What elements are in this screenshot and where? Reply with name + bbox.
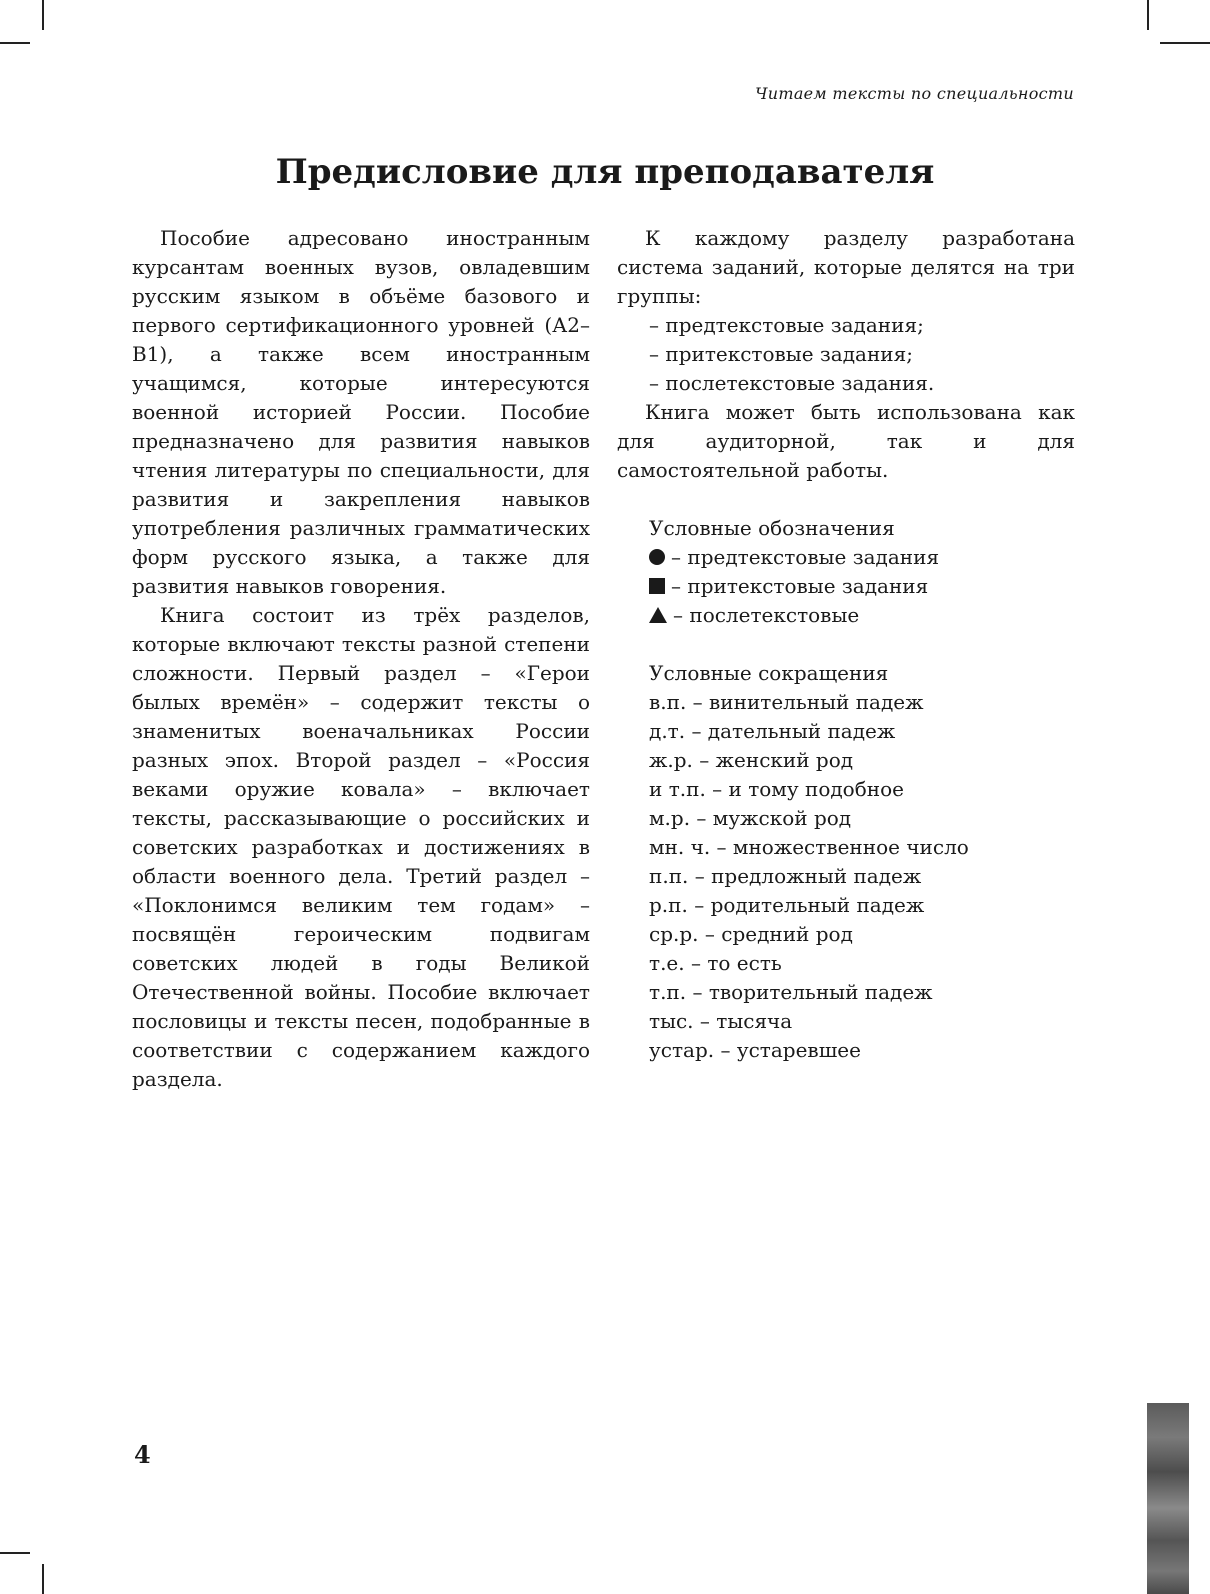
legend-item: – послетекстовые [649,601,1075,630]
abbreviation-item: тыс. – тысяча [649,1009,793,1033]
left-column [132,224,590,1094]
crop-mark-top-left-v [42,0,44,30]
crop-mark-top-left-h [0,42,30,44]
crop-mark-bottom-left-v [42,1564,44,1594]
usage-paragraph: Книга может быть использована как для аудиторной, так и для самостоятельной работы. [617,400,1075,482]
task-group-post: – послетекстовые задания. [649,371,935,395]
abbreviation-item: ж.р. – женский род [649,748,854,772]
thumb-index-tab [1147,1403,1189,1594]
legend [617,514,1075,630]
triangle-icon [649,607,667,623]
abbreviation-item: устар. – устаревшее [649,1038,861,1062]
crop-mark-bottom-left-h [0,1552,30,1554]
crop-mark-top-right-v [1147,0,1149,30]
page-number: 4 [134,1440,151,1469]
sections-paragraph: Книга состоит из трёх разделов, которые включают тексты разной степени сложности. Первый раздел – «Герои былых времён» – содержит тексты о знаменитых военачальниках России разных эпох. Второй раздел – «Россия веками оружие ковала» – включает тексты, рассказывающие о российских и советских разработках и достижениях в области военного дела. Третий раздел – «Поклонимся великим тем годам» – посвящён героическим подвигам советских людей в годы Великой Отечественной войны. Пособие включает пословицы и тексты песен, подобранные в соответствии с содержанием каждого раздела. [132,603,590,1091]
page-title: Предисловие для преподавателя [275,152,935,192]
running-head: Читаем тексты по специальности [755,84,1074,103]
abbreviations-heading: Условные сокращения [649,661,889,685]
abbreviation-item: п.п. – предложный падеж [649,864,922,888]
crop-mark-top-right-h [1160,42,1210,44]
abbreviation-item: д.т. – дательный падеж [649,719,896,743]
abbreviation-item: т.е. – то есть [649,951,782,975]
tasks-intro: К каждому разделу разработана система заданий, которые делятся на три группы: [617,226,1075,308]
intro-paragraph: Пособие адресовано иностранным курсантам военных вузов, овладевшим русским языком в объёме базового и первого сертификационного уровней (А2–В1), а также всем иностранным учащимся, которые интересуются военной историей России. Пособие предназначено для развития навыков чтения литературы по специальности, для развития и закрепления навыков употребления различных грамматических форм русского языка, а также для развития навыков говорения. [132,226,590,598]
abbreviation-item: м.р. – мужской род [649,806,852,830]
abbreviation-item: р.п. – родительный падеж [649,893,925,917]
legend-item: – предтекстовые задания [649,543,1075,572]
abbreviation-item: ср.р. – средний род [649,922,853,946]
legend-item: – притекстовые задания [649,572,1075,601]
abbreviation-item: т.п. – творительный падеж [649,980,933,1004]
abbreviation-item: в.п. – винительный падеж [649,690,924,714]
circle-icon [649,549,665,565]
right-column [617,224,1075,1065]
abbreviations [617,659,1075,1065]
abbreviation-item: и т.п. – и тому подобное [649,777,904,801]
task-group-pre: – предтекстовые задания; [649,313,924,337]
legend-heading: Условные обозначения [649,516,895,540]
task-group-during: – притекстовые задания; [649,342,913,366]
abbreviation-item: мн. ч. – множественное число [649,835,969,859]
square-icon [649,578,665,594]
